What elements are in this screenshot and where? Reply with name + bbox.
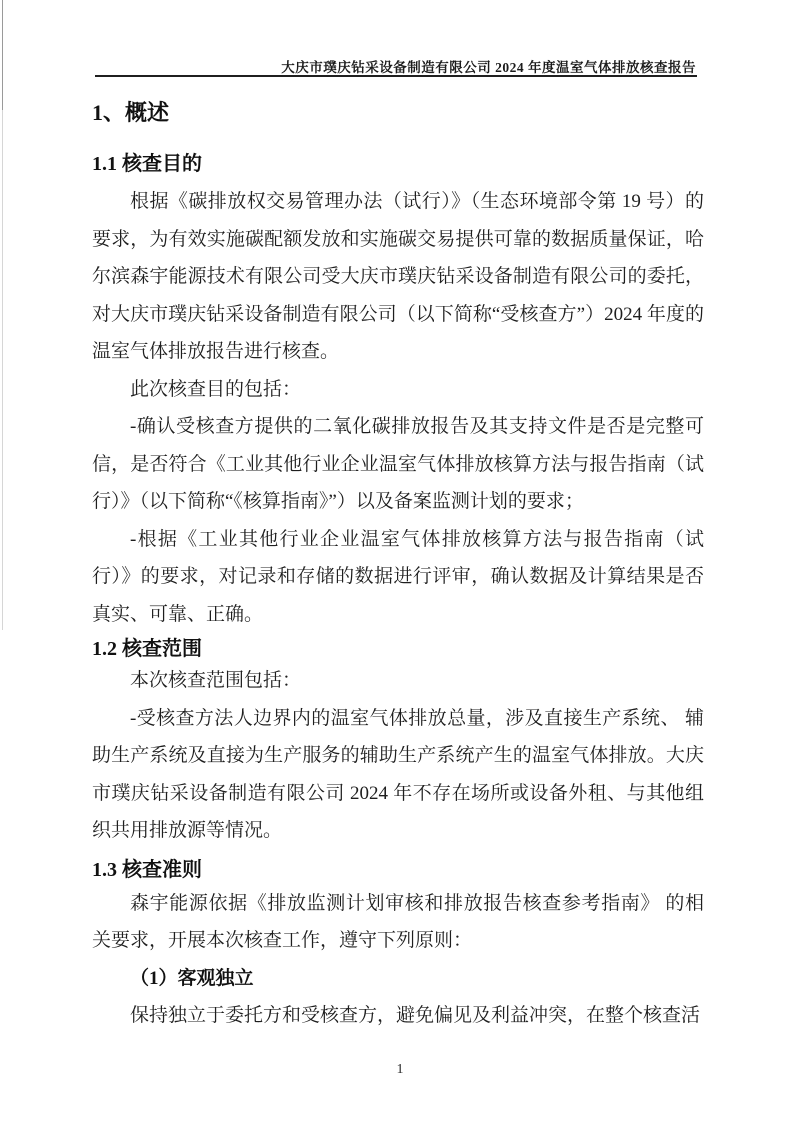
paragraph: 根据《碳排放权交易管理办法（试行）》（生态环境部令第 19 号）的要求，为有效实施碳配额发放和实施碳交易提供可靠的数据质量保证，哈尔滨森宇能源技术有限公司受大庆市璞庆钻采设备制造有限公司的委托，对大庆市璞庆钻采设备制造有限公司（以下简称“受核查方”）2024 年度的温室气体排放报告进行核查。 [92, 191, 704, 362]
scan-artifact-line [2, 0, 3, 110]
paragraph: 森宇能源依据《排放监测计划审核和排放报告核查参考指南》 的相关要求，开展本次核查工作，遵守下列原则： [92, 892, 704, 951]
chapter-title: 1、概述 [92, 100, 170, 125]
section-heading-1-1: 1.1 核查目的 [92, 153, 202, 175]
paragraph: -受核查方法人边界内的温室气体排放总量，涉及直接生产系统、 辅助生产系统及直接为生产服务的辅助生产系统产生的温室气体排放。大庆市璞庆钻采设备制造有限公司 2024 年不存在场所或设备外租、与其他组织共用排放源等情况。 [92, 707, 704, 841]
paragraph: 此次核查目的包括： [130, 378, 302, 400]
document-body [92, 95, 704, 1035]
paragraph: 本次核查范围包括： [130, 670, 302, 691]
paragraph: 保持独立于委托方和受核查方，避免偏见及利益冲突，在整个核查活 [130, 1005, 701, 1026]
paragraph: -根据《工业其他行业企业温室气体排放核算方法与报告指南（试行）》的要求，对记录和存储的数据进行评审，确认数据及计算结果是否真实、可靠、正确。 [92, 528, 704, 625]
running-header: 大庆市璞庆钻采设备制造有限公司 2024 年度温室气体排放核查报告 [281, 60, 696, 75]
header-rule [95, 75, 697, 77]
paragraph: -确认受核查方提供的二氧化碳排放报告及其支持文件是否是完整可信，是否符合《工业其他行业企业温室气体排放核算方法与报告指南（试行）》（以下简称“《核算指南》”）以及备案监测计划的要求； [92, 416, 704, 512]
section-heading-1-3: 1.3 核查准则 [92, 858, 202, 881]
page-number: 1 [396, 1062, 404, 1077]
section-heading-1-2: 1.2 核查范围 [92, 638, 202, 660]
scan-artifact-line [2, 110, 3, 630]
subsection-heading-objective-independence: （1）客观独立 [130, 967, 254, 989]
